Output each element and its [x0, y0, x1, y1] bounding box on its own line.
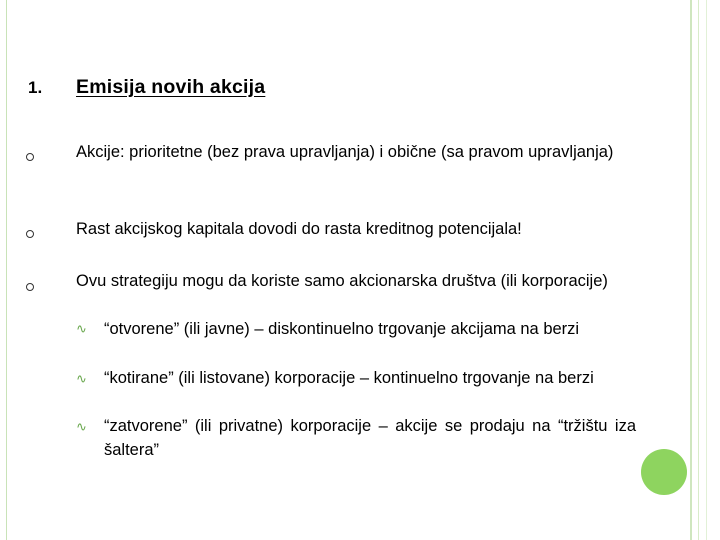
hollow-circle-icon [26, 283, 34, 291]
hollow-circle-icon [26, 230, 34, 238]
sub-bullet-text-1: “otvorene” (ili javne) – diskontinuelno trgovanje akcijama na berzi [104, 320, 580, 338]
bullet-text-2: Rast akcijskog kapitala dovodi do rasta kreditnog potencijala! [76, 220, 522, 238]
wave-bullet-icon: ∿ [76, 419, 87, 434]
heading-number: 1. [28, 78, 43, 97]
slide-frame-right [690, 0, 692, 540]
decorative-circle [641, 449, 687, 495]
bullet-text-1: Akcije: prioritetne (bez prava upravljanja) i obične (sa pravom upravljanja) [76, 143, 614, 161]
slide-title: Emisija novih akcija [76, 76, 266, 98]
slide-frame-left [6, 0, 7, 540]
slide-frame-right-3 [706, 0, 707, 540]
sub-bullet-text-3: “zatvorene” (ili privatne) korporacije – akcije se prodaju na “tržištu iza šaltera” [104, 417, 636, 459]
hollow-circle-icon [26, 153, 34, 161]
bullet-text-3: Ovu strategiju mogu da koriste samo akcionarska društva (ili korporacije) [76, 272, 608, 290]
wave-bullet-icon: ∿ [76, 371, 87, 386]
slide-frame-right-2 [698, 0, 699, 540]
sub-bullet-text-2: “kotirane” (ili listovane) korporacije – kontinuelno trgovanje na berzi [104, 369, 594, 387]
wave-bullet-icon: ∿ [76, 321, 87, 336]
